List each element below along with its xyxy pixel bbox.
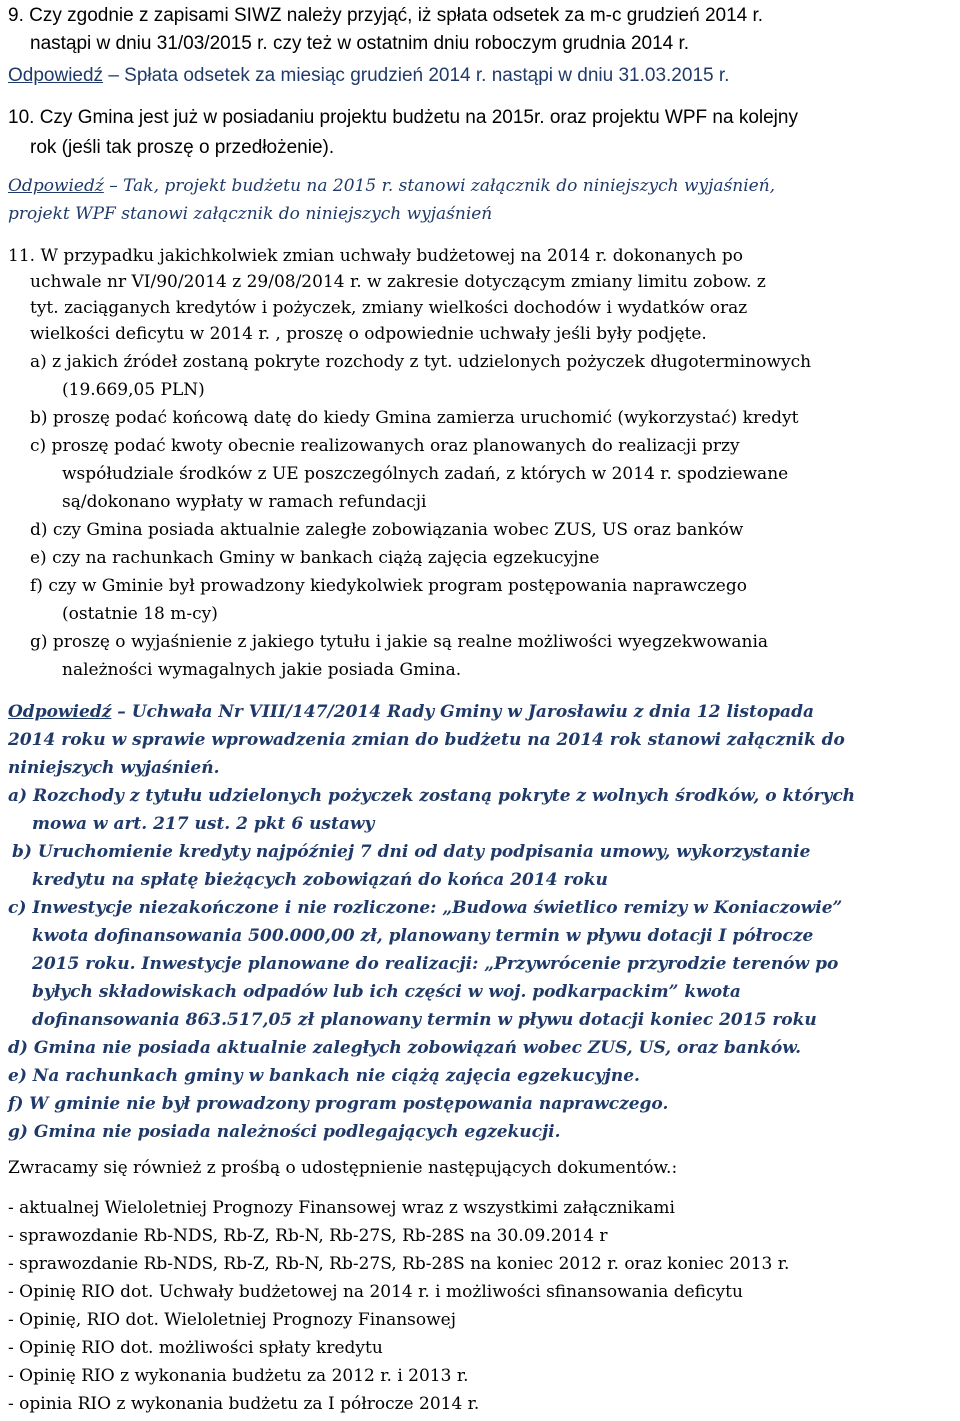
q10-line-2: rok (jeśli tak proszę o przedłożenie). bbox=[30, 137, 335, 158]
q11-answer-c-cont-1: kwota dofinansowania 500.000,00 zł, planowany termin w pływu dotacji I półrocze bbox=[32, 926, 814, 946]
q11-answer-a-cont: mowa w art. 217 ust. 2 pkt 6 ustawy bbox=[32, 814, 375, 834]
request-doc-5: - Opinię, RIO dot. Wieloletniej Prognozy Finansowej bbox=[8, 1310, 457, 1330]
q11-line-2: uchwale nr VI/90/2014 z 29/08/2014 r. w zakresie dotyczącym zmiany limitu zobow. z bbox=[30, 272, 766, 292]
q9-line-2: nastąpi w dniu 31/03/2015 r. czy też w ostatnim dniu roboczym grudnia 2014 r. bbox=[30, 33, 690, 54]
q10-answer-line-2: projekt WPF stanowi załącznik do niniejszych wyjaśnień bbox=[8, 204, 493, 224]
q11-answer-b-cont: kredytu na spłatę bieżących zobowiązań do końca 2014 roku bbox=[32, 870, 608, 890]
q11-line-3: tyt. zaciąganych kredytów i pożyczek, zmiany wielkości dochodów i wydatków oraz bbox=[30, 298, 748, 318]
q11-item-d: d) czy Gmina posiada aktualnie zaległe zobowiązania wobec ZUS, US oraz banków bbox=[30, 520, 744, 540]
q11-item-a-cont: (19.669,05 PLN) bbox=[62, 380, 205, 400]
q11-line-4: wielkości deficytu w 2014 r. , proszę o odpowiednie uchwały jeśli były podjęte. bbox=[30, 324, 707, 344]
request-doc-7: - Opinię RIO z wykonania budżetu za 2012 r. i 2013 r. bbox=[8, 1366, 469, 1386]
q11-item-c: c) proszę podać kwoty obecnie realizowanych oraz planowanych do realizacji przy bbox=[30, 436, 740, 456]
request-intro: Zwracamy się również z prośbą o udostępnienie następujących dokumentów.: bbox=[8, 1158, 678, 1178]
q11-answer-c-cont-2: 2015 roku. Inwestycje planowane do realizacji: „Przywrócenie przyrodzie terenów po bbox=[32, 954, 839, 974]
q11-answer-f: f) W gminie nie był prowadzony program postępowania naprawczego. bbox=[8, 1094, 669, 1114]
q11-answer-head: – Uchwała Nr VIII/147/2014 Rady Gminy w Jarosławiu z dnia 12 listopada bbox=[111, 702, 814, 722]
q11-answer-line-3: niniejszych wyjaśnień. bbox=[8, 758, 220, 778]
q11-line-1: 11. W przypadku jakichkolwiek zmian uchwały budżetowej na 2014 r. dokonanych po bbox=[8, 246, 743, 266]
q11-item-f-cont: (ostatnie 18 m-cy) bbox=[62, 604, 218, 624]
request-doc-8: - opinia RIO z wykonania budżetu za I półrocze 2014 r. bbox=[8, 1394, 480, 1414]
q11-answer-c-cont-3: byłych składowiskach odpadów lub ich części w woj. podkarpackim” kwota bbox=[32, 982, 741, 1002]
request-doc-3: - sprawozdanie Rb-NDS, Rb-Z, Rb-N, Rb-27S, Rb-28S na koniec 2012 r. oraz koniec 2013 r. bbox=[8, 1254, 790, 1274]
request-doc-6: - Opinię RIO dot. możliwości spłaty kredytu bbox=[8, 1338, 383, 1358]
q9-answer-text: – Spłata odsetek za miesiąc grudzień 2014 r. nastąpi w dniu 31.03.2015 r. bbox=[103, 65, 730, 86]
request-doc-2: - sprawozdanie Rb-NDS, Rb-Z, Rb-N, Rb-27S, Rb-28S na 30.09.2014 r bbox=[8, 1226, 608, 1246]
q11-answer-line-1 bbox=[8, 704, 814, 721]
answer-label: Odpowiedź bbox=[8, 176, 104, 196]
q9-line-1: 9. Czy zgodnie z zapisami SIWZ należy przyjąć, iż spłata odsetek za m-c grudzień 2014 r. bbox=[8, 5, 764, 26]
q11-item-g-cont: należności wymagalnych jakie posiada Gmina. bbox=[62, 660, 462, 680]
q11-item-a: a) z jakich źródeł zostaną pokryte rozchody z tyt. udzielonych pożyczek długoterminowych bbox=[30, 352, 812, 372]
q11-item-c-cont-1: współudziale środków z UE poszczególnych zadań, z których w 2014 r. spodziewane bbox=[62, 464, 789, 484]
request-doc-1: - aktualnej Wieloletniej Prognozy Finansowej wraz z wszystkimi załącznikami bbox=[8, 1198, 675, 1218]
q11-answer-e: e) Na rachunkach gminy w bankach nie ciążą zajęcia egzekucyjne. bbox=[8, 1066, 640, 1086]
answer-label: Odpowiedź bbox=[8, 702, 112, 722]
q10-line-1: 10. Czy Gmina jest już w posiadaniu projektu budżetu na 2015r. oraz projektu WPF na kolejny bbox=[8, 107, 798, 128]
q10-answer-text: – Tak, projekt budżetu na 2015 r. stanowi załącznik do niniejszych wyjaśnień, bbox=[103, 176, 776, 196]
q11-answer-d: d) Gmina nie posiada aktualnie zaległych zobowiązań wobec ZUS, US, oraz banków. bbox=[8, 1038, 802, 1058]
q11-answer-a: a) Rozchody z tytułu udzielonych pożyczek zostaną pokryte z wolnych środków, o których bbox=[8, 786, 856, 806]
q11-item-c-cont-2: są/dokonano wypłaty w ramach refundacji bbox=[62, 492, 427, 512]
q11-answer-g: g) Gmina nie posiada należności podlegających egzekucji. bbox=[8, 1122, 561, 1142]
q11-item-b: b) proszę podać końcową datę do kiedy Gmina zamierza uruchomić (wykorzystać) kredyt bbox=[30, 408, 799, 428]
q11-item-g: g) proszę o wyjaśnienie z jakiego tytułu i jakie są realne możliwości wyegzekwowania bbox=[30, 632, 769, 652]
q11-answer-c: c) Inwestycje niezakończone i nie rozliczone: „Budowa świetlico remizy w Koniaczowie” bbox=[8, 898, 843, 918]
answer-label: Odpowiedź bbox=[8, 65, 104, 86]
q9-answer bbox=[8, 66, 729, 85]
q10-answer-line-1 bbox=[8, 178, 775, 195]
q11-item-e: e) czy na rachunkach Gminy w bankach ciążą zajęcia egzekucyjne bbox=[30, 548, 600, 568]
q11-answer-b: b) Uruchomienie kredyty najpóźniej 7 dni od daty podpisania umowy, wykorzystanie bbox=[12, 842, 811, 862]
q11-answer-c-cont-4: dofinansowania 863.517,05 zł planowany termin w pływu dotacji koniec 2015 roku bbox=[32, 1010, 817, 1030]
q11-item-f: f) czy w Gminie był prowadzony kiedykolwiek program postępowania naprawczego bbox=[30, 576, 747, 596]
request-doc-4: - Opinię RIO dot. Uchwały budżetowej na 2014 r. i możliwości sfinansowania deficytu bbox=[8, 1282, 743, 1302]
q11-answer-line-2: 2014 roku w sprawie wprowadzenia zmian do budżetu na 2014 rok stanowi załącznik do bbox=[8, 730, 845, 750]
